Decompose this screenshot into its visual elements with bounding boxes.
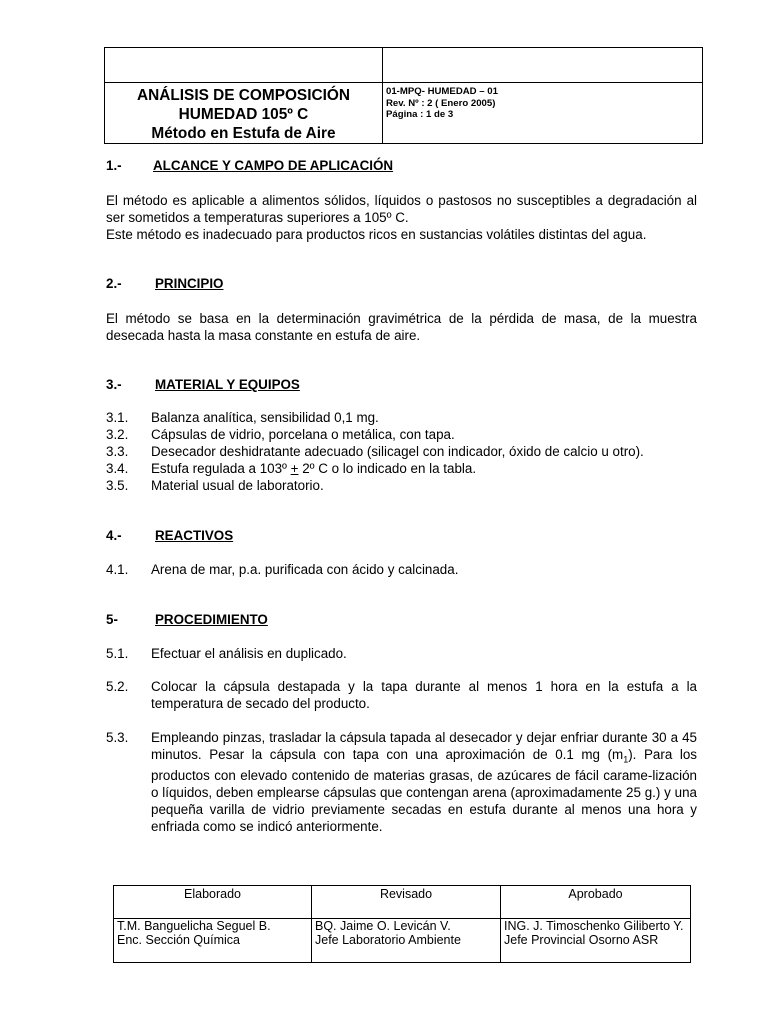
- section-title: PROCEDIMIENTO: [155, 612, 268, 627]
- item-text: [151, 461, 697, 478]
- paragraph-text: El método se basa en la determinación gravimétrica de la pérdida de masa, de la muestra desecada hasta la masa constante en estufa de aire.: [106, 311, 697, 343]
- document-header: [104, 47, 703, 144]
- item-text: Material usual de laboratorio.: [151, 478, 324, 493]
- item-text: Desecador deshidratante adecuado (silicagel con indicador, óxido de calcio u otro).: [151, 444, 644, 459]
- code-line: 01-MPQ- HUMEDAD – 01: [386, 86, 498, 97]
- subscript: 1: [623, 754, 629, 765]
- header-aprobado: Aprobado: [501, 886, 691, 919]
- signer-role: Jefe Provincial Osorno ASR: [504, 933, 659, 947]
- item-number: 3.2.: [106, 427, 129, 442]
- item-number: 3.1.: [106, 410, 129, 425]
- paragraph-text: Este método es inadecuado para productos ricos en sustancias volátiles distintas del agua.: [106, 227, 647, 242]
- page-number-line: Página : 1 de 3: [386, 109, 454, 120]
- signer-role: Jefe Laboratorio Ambiente: [315, 933, 461, 947]
- document-code: [383, 83, 703, 144]
- signature-table: [113, 885, 691, 963]
- section-title: ALCANCE Y CAMPO DE APLICACIÓN: [153, 158, 394, 173]
- paragraph-text: El método es aplicable a alimentos sólidos, líquidos o pastosos no susceptibles a degradación al ser sometidos a temperaturas superiores a 105º C.: [106, 193, 697, 225]
- section-title: MATERIAL Y EQUIPOS: [155, 377, 300, 392]
- signer-role: Enc. Sección Química: [117, 933, 240, 947]
- signer-name: ING. J. Timoschenko Giliberto Y.: [504, 919, 684, 933]
- item-number: 5.1.: [106, 646, 129, 661]
- header-logo-cell-left: [105, 48, 383, 83]
- item-number: 5.3.: [106, 730, 129, 745]
- title-line-1: ANÁLISIS DE COMPOSICIÓN: [137, 87, 350, 104]
- item-text: Colocar la cápsula destapada y la tapa durante al menos 1 hora en la estufa a la temperatura de secado del producto.: [151, 679, 697, 711]
- header-elaborado: Elaborado: [114, 886, 312, 919]
- item-text: Balanza analítica, sensibilidad 0,1 mg.: [151, 410, 379, 425]
- section-number: 5-: [106, 612, 118, 627]
- header-logo-cell-right: [383, 48, 703, 83]
- item-text: Efectuar el análisis en duplicado.: [151, 646, 347, 661]
- item-number: 4.1.: [106, 562, 129, 577]
- item-text-part: Empleando pinzas, trasladar la cápsula tapada al desecador y dejar enfriar durante 30 a 45 minutos. Pesar la cápsula con tapa con una aproximación de 0.1 mg (m: [151, 730, 697, 762]
- header-revisado: Revisado: [312, 886, 501, 919]
- signature-cell-revisado: [312, 919, 501, 963]
- item-text-part: 2º C o lo indicado en la tabla.: [298, 461, 477, 476]
- document-title: [105, 83, 383, 144]
- section-2-paragraph: [106, 310, 697, 344]
- item-number: 3.3.: [106, 444, 129, 459]
- item-text: Cápsulas de vidrio, porcelana o metálica, con tapa.: [151, 427, 455, 442]
- item-text: Arena de mar, p.a. purificada con ácido y calcinada.: [151, 562, 459, 577]
- item-number: 5.2.: [106, 679, 129, 694]
- signature-cell-elaborado: [114, 919, 312, 963]
- signer-name: T.M. Banguelicha Seguel B.: [117, 919, 271, 933]
- item-number: 3.4.: [106, 461, 129, 476]
- revision-line: Rev. Nº : 2 ( Enero 2005): [386, 97, 496, 109]
- plus-minus-sign: +: [290, 461, 299, 476]
- signature-cell-aprobado: [501, 919, 691, 963]
- section-number: 2.-: [106, 276, 122, 291]
- title-line-3: Método en Estufa de Aire: [151, 125, 336, 142]
- item-text-part: Estufa regulada a 103º: [151, 461, 291, 476]
- section-number: 3.-: [106, 377, 122, 392]
- title-line-2: HUMEDAD 105º C: [178, 106, 309, 123]
- item-text-part: ). Para los productos con elevado contenido de materias grasas, de azúcares de fácil carame-lización o líquidos, deben emplearse cápsulas que contengan arena (aproximadamente 25 g.) y una pequeña varilla de vidrio previamente secadas en estufa durante al menos una hora y enfriada como se indicó anteriormente.: [151, 746, 697, 834]
- section-title: PRINCIPIO: [155, 276, 224, 291]
- signer-name: BQ. Jaime O. Levicán V.: [315, 919, 451, 933]
- section-number: 4.-: [106, 528, 122, 543]
- section-title: REACTIVOS: [155, 528, 234, 543]
- section-number: 1.-: [106, 158, 122, 173]
- item-number: 3.5.: [106, 478, 129, 493]
- item-text: [151, 730, 697, 835]
- section-1-paragraph: [106, 192, 697, 243]
